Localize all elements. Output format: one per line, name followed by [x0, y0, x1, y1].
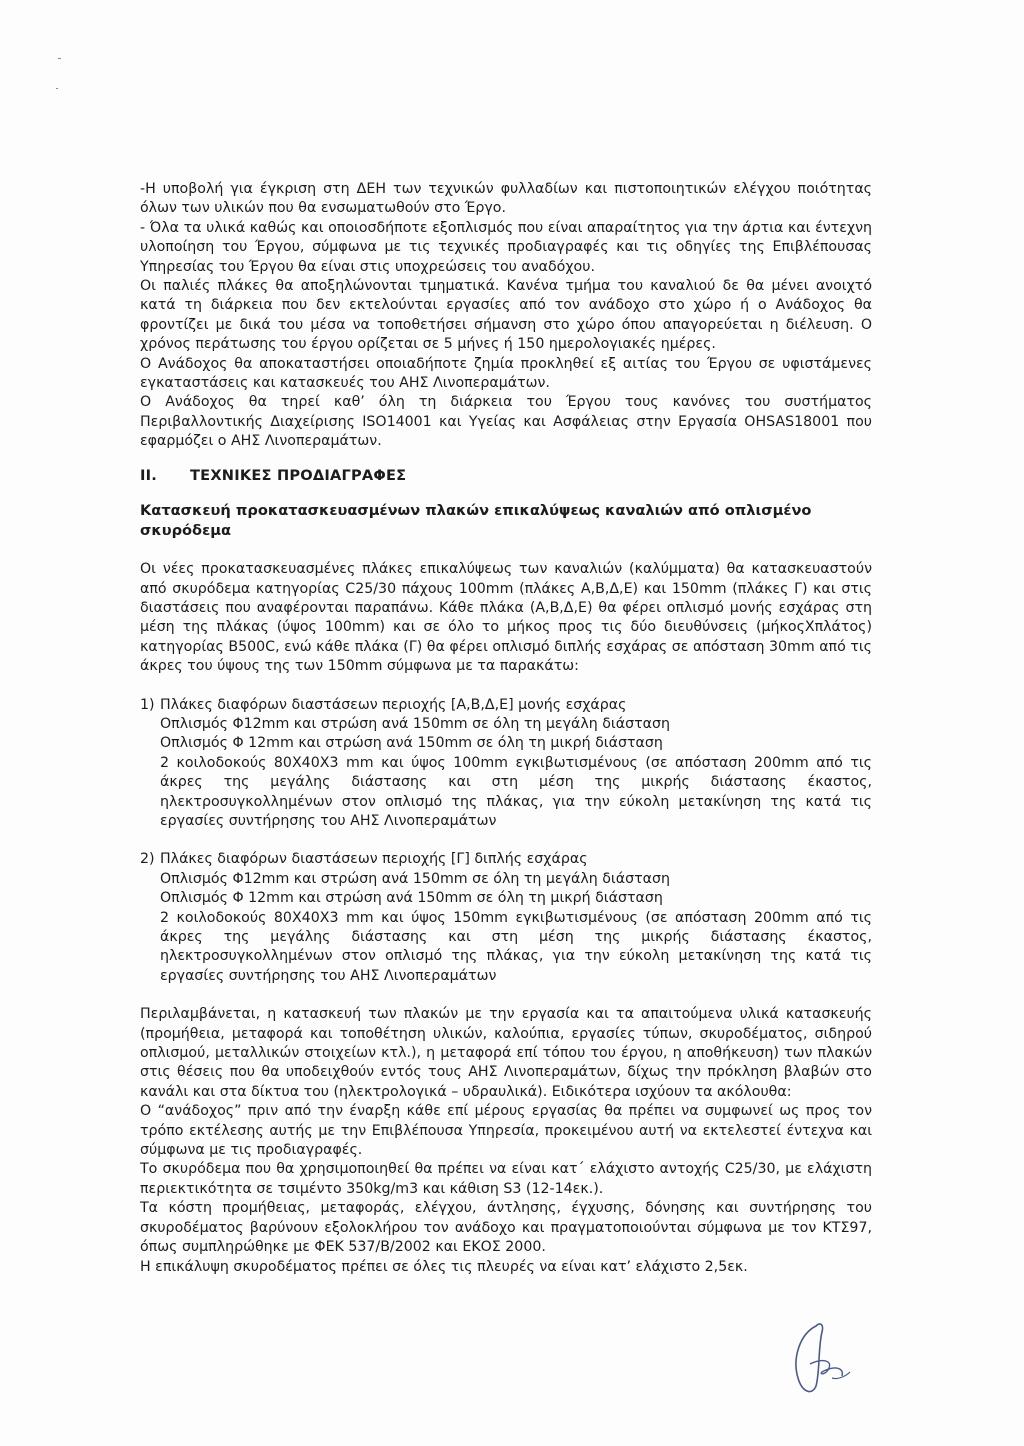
- item-body: 2 κοιλοδοκούς 80Χ40Χ3 mm και ύψος 100mm εγκιβωτισμένους (σε απόσταση 200mm από τις άκρες της μεγάλης διάστασης και στη μέση της μικρής διάστασης έκαστος, ηλεκτροσυγκολλημένων στον οπλισμό της πλάκας, για την εύκολη μετακίνηση της κατά τις εργασίες συντήρησης του ΑΗΣ Λινοπεραμάτων: [160, 754, 872, 829]
- item-title: Πλάκες διαφόρων διαστάσεων περιοχής [Γ] διπλής εσχάρας: [160, 851, 588, 868]
- signature-mark: [786, 1320, 856, 1400]
- item-line-2: Οπλισμός Φ 12mm και στρώση ανά 150mm σε όλη τη μικρή διάσταση: [160, 890, 663, 907]
- item-line-1: Οπλισμός Φ12mm και στρώση ανά 150mm σε όλη τη μεγάλη διάσταση: [160, 870, 670, 887]
- intro-paragraph-4: Ο Ανάδοχος θα αποκαταστήσει οποιαδήποτε ζημία προκληθεί εξ αιτίας του Έργου σε υφιστάμενες εγκαταστάσεις και κατασκευές του ΑΗΣ Λινοπεραμάτων.: [140, 355, 872, 392]
- item-title: Πλάκες διαφόρων διαστάσεων περιοχής [Α,Β,Δ,Ε] μονής εσχάρας: [160, 696, 627, 713]
- document-body: [140, 180, 872, 1277]
- intro-paragraph-2: - Όλα τα υλικά καθώς και οποιοσδήποτε εξοπλισμός που είναι απαραίτητος για την άρτια και έντεχνη υλοποίηση του Έργου, σύμφωνα με τις τεχνικές προδιαγραφές και τις οδηγίες της Επιβλέπουσας Υπηρεσίας του Έργου θα είναι στις υποχρεώσεις του αναδόχου.: [140, 219, 872, 275]
- section-number: II.: [140, 466, 158, 484]
- item-line-2: Οπλισμός Φ 12mm και στρώση ανά 150mm σε όλη τη μικρή διάσταση: [160, 735, 663, 752]
- item-body: 2 κοιλοδοκούς 80Χ40Χ3 mm και ύψος 150mm εγκιβωτισμένους (σε απόσταση 200mm από τις άκρες της μεγάλης διάστασης και στη μέση της μικρής διάστασης έκαστος, ηλεκτροσυγκολλημένων στον οπλισμό της πλάκας, για την εύκολη μετακίνηση της κατά τις εργασίες συντήρησης του ΑΗΣ Λινοπεραμάτων: [160, 909, 872, 984]
- item-title-line: [140, 696, 872, 715]
- spec-paragraph: Οι νέες προκατασκευασμένες πλάκες επικαλύψεως των καναλιών (καλύμματα) θα κατασκευαστούν από σκυρόδεμα κατηγορίας C25/30 πάχους 100mm (πλάκες Α,Β,Δ,Ε) και 150mm (πλάκες Γ) και στις διαστάσεις που αναφέρονται παραπάνω. Κάθε πλάκα (Α,Β,Δ,Ε) θα φέρει οπλισμό μονής εσχάρας στη μέση της πλάκας (ύψος 100mm) και σε όλο το μήκος προς τις δύο διευθύνσεις (μήκοςΧπλάτος) κατηγορίας B500C, ενώ κάθε πλάκα (Γ) θα φέρει οπλισμό διπλής εσχάρας σε απόσταση 30mm από τις άκρες του ύψους της των 150mm σύμφωνα με τα παρακάτω:: [140, 561, 872, 675]
- closing-paragraph-4: Τα κόστη προμήθειας, μεταφοράς, ελέγχου, άντλησης, έγχυσης, δόνησης και συντήρησης του σκυροδέματος βαρύνουν εξολοκλήρου τον ανάδοχο και πραγματοποιούνται σύμφωνα με τον ΚΤΣ97, όπως συμπληρώθηκε με ΦΕΚ 537/Β/2002 και ΕΚΟΣ 2000.: [140, 1200, 872, 1256]
- item-line-1: Οπλισμός Φ12mm και στρώση ανά 150mm σε όλη τη μεγάλη διάσταση: [160, 715, 670, 732]
- item-number: 2): [140, 851, 155, 868]
- list-item: [140, 696, 872, 832]
- sub-heading: Κατασκευή προκατασκευασμένων πλακών επικαλύψεως καναλιών από οπλισμένο σκυρόδεμα: [140, 502, 812, 540]
- section-heading: [140, 466, 872, 485]
- closing-paragraph-1: Περιλαμβάνεται, η κατασκευή των πλακών με την εργασία και τα απαιτούμενα υλικά κατασκευής (προμήθεια, μεταφορά και τοποθέτηση υλικών, καλούπια, εργασίες τύπων, σκυροδέματος, σιδηρού οπλισμού, μεταλλικών στοιχείων κτλ.), η μεταφορά επί τόπου του έργου, η αποθήκευση) των πλακών στις θέσεις που θα υποδειχθούν εντός τους ΑΗΣ Λινοπεραμάτων, δίχως την πρόκληση βλαβών στο κανάλι και στα δίκτυα του (ηλεκτρολογικά – υδραυλικά). Ειδικότερα ισχύουν τα ακόλουθα:: [140, 1006, 872, 1100]
- intro-paragraph-5: Ο Ανάδοχος θα τηρεί καθ’ όλη τη διάρκεια του Έργου τους κανόνες του συστήματος Περιβαλλοντικής Διαχείρισης ISO14001 και Υγείας και Ασφάλειας στην Εργασία OHSAS18001 που εφαρμόζει ο ΑΗΣ Λινοπεραμάτων.: [140, 394, 872, 450]
- closing-paragraph-5: Η επικάλυψη σκυροδέματος πρέπει σε όλες τις πλευρές να είναι κατ’ ελάχιστο 2,5εκ.: [140, 1258, 748, 1275]
- item-title-line: [140, 850, 872, 869]
- list-item: [140, 850, 872, 986]
- intro-paragraph-1: -Η υποβολή για έγκριση στη ΔΕΗ των τεχνικών φυλλαδίων και πιστοποιητικών ελέγχου ποιότητας όλων των υλικών που θα ενσωματωθούν στο Έργο.: [140, 181, 872, 217]
- closing-paragraph-2: Ο “ανάδοχος” πριν από την έναρξη κάθε επί μέρους εργασίας θα πρέπει να συμφωνεί ως προς τον τρόπο εκτέλεσης αυτής με την Επιβλέπουσα Υπηρεσία, προκειμένου αυτή να εκτελεστεί έντεχνα και σύμφωνα με τις προδιαγραφές.: [140, 1103, 872, 1159]
- spec-items-list: [140, 696, 872, 987]
- item-number: 1): [140, 696, 155, 713]
- spacer: [140, 677, 872, 696]
- section-title: ΤΕΧΝΙΚΕΣ ΠΡΟΔΙΑΓΡΑΦΕΣ: [190, 466, 407, 484]
- intro-paragraph-3: Οι παλιές πλάκες θα αποξηλώνονται τμηματικά. Κανένα τμήμα του καναλιού δε θα μένει ανοιχτό κατά τη διάρκεια που δεν εκτελούνται εργασίες από τον ανάδοχο στο χώρο ή ο Ανάδοχος θα φροντίζει με δικά του μέσα να τοποθετήσει σήμανση στο χώρο όπου απαγορεύεται η διέλευση. Ο χρόνος περάτωσης του έργου ορίζεται σε 5 μήνες ή 150 ημερολογιακές ημέρες.: [140, 278, 872, 353]
- closing-paragraph-3: Το σκυρόδεμα που θα χρησιμοποιηθεί θα πρέπει να είναι κατ΄ ελάχιστο αντοχής C25/30, με ελάχιστη περιεκτικότητα σε τσιμέντο 350kg/m3 και κάθιση S3 (12-14εκ.).: [140, 1161, 872, 1197]
- spacer: [140, 986, 872, 1005]
- spacer: [140, 541, 872, 560]
